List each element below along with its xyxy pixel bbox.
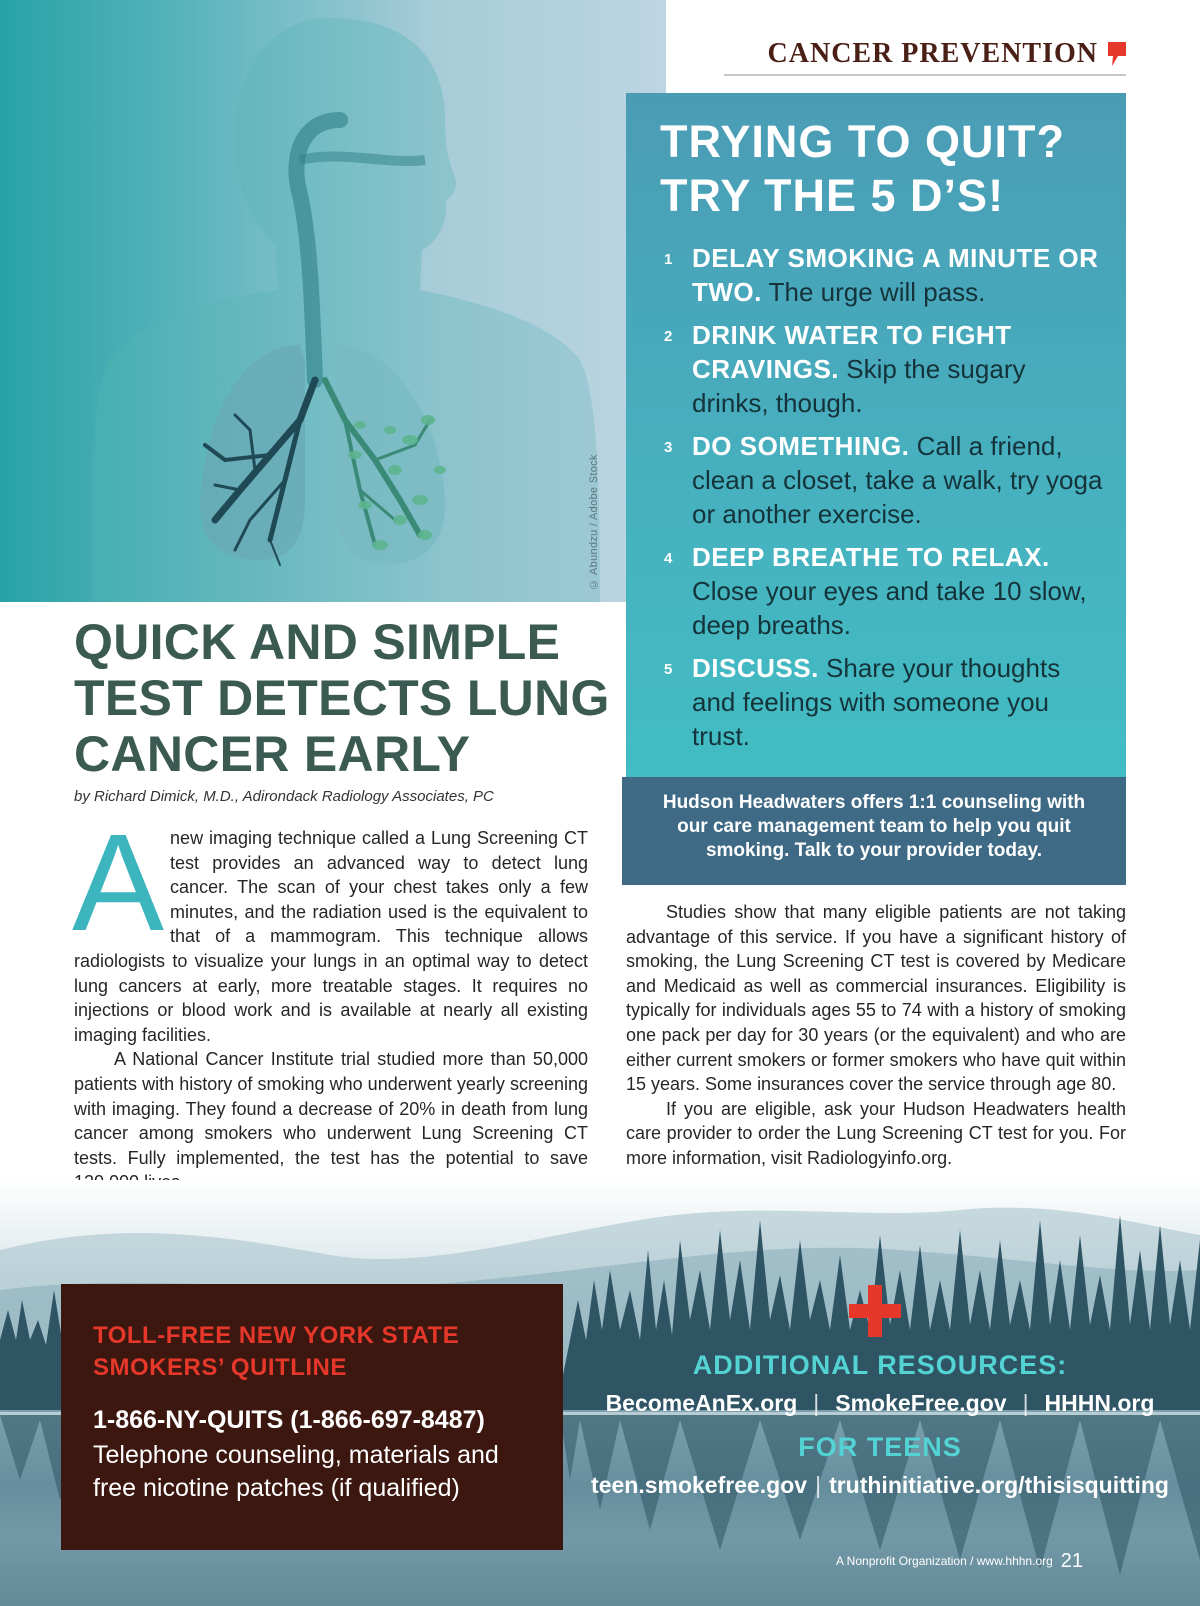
tip-heading: DISCUSS. bbox=[692, 653, 819, 683]
tip-number: 2 bbox=[664, 328, 673, 345]
tip-body: Skip the sugary drinks, though. bbox=[692, 354, 1026, 418]
tip-item bbox=[658, 429, 1106, 531]
teens-title: FOR TEENS bbox=[798, 1432, 962, 1462]
tip-body: Call a friend, clean a closet, take a walk, try yoga or another exercise. bbox=[692, 431, 1103, 529]
resource-link-teen-smokefree[interactable]: teen.smokefree.gov bbox=[591, 1472, 808, 1498]
tip-body: Close your eyes and take 10 slow, deep breaths. bbox=[692, 576, 1087, 640]
five-ds-box bbox=[626, 93, 1126, 778]
image-credit: © Abundzu / Adobe Stock bbox=[588, 454, 600, 590]
article-paragraph: A National Cancer Institute trial studied more than 50,000 patients with history of smoking who underwent yearly screening with imaging. They found a decrease of 20% in death from lung cancer among smokers who underwent Lung Screening CT tests. Fully implemented, the test has the potential to save bbox=[74, 1049, 588, 1168]
article-headline: QUICK AND SIMPLE TEST DETECTS LUNG CANCER EARLY bbox=[74, 614, 610, 782]
paragraph-text: new imaging technique called a Lung Screening CT test provides an advanced way to detect lung cancer. The scan of your chest takes only a few minutes, and the radiation used is the equivalent to that of a mammogram. This technique allows radiologists to visualize your lungs in an optimal way to detect lung cancers at early, more treatable stages. It requires no injections or blood work and is available at nearly all existing imaging facilities. bbox=[74, 828, 588, 1045]
resource-link-becomeanex[interactable]: BecomeAnEx.org bbox=[605, 1390, 798, 1416]
link-separator: | bbox=[813, 1390, 820, 1416]
article-paragraph bbox=[72, 806, 588, 1047]
quit-title-line-2: TRY THE 5 D’S! bbox=[660, 170, 1005, 221]
teen-resources-links bbox=[580, 1472, 1180, 1499]
article-column-right bbox=[626, 900, 1126, 1171]
quitline-box bbox=[61, 1284, 563, 1550]
tip-heading: DELAY SMOKING A MINUTE OR TWO. bbox=[692, 243, 1099, 307]
tip-body: Share your thoughts and feelings with someone you trust. bbox=[692, 653, 1061, 751]
drop-cap: A bbox=[72, 806, 165, 960]
resource-link-hhhn[interactable]: HHHN.org bbox=[1044, 1390, 1155, 1416]
human-silhouette-illustration bbox=[0, 0, 666, 602]
quitline-description bbox=[93, 1439, 563, 1505]
tip-number: 1 bbox=[664, 251, 673, 268]
quitline-desc-line-1: Telephone counseling, materials and bbox=[93, 1441, 499, 1469]
tip-body: The urge will pass. bbox=[768, 277, 986, 307]
quitline-phone[interactable]: 1-866-NY-QUITS (1-866-697-8487) bbox=[93, 1406, 485, 1434]
link-separator: | bbox=[1022, 1390, 1029, 1416]
section-header bbox=[724, 38, 1126, 76]
tip-number: 4 bbox=[664, 550, 673, 567]
quitline-title bbox=[93, 1320, 563, 1384]
article-column-left bbox=[72, 806, 588, 1195]
link-separator: | bbox=[815, 1472, 822, 1498]
tip-item bbox=[658, 241, 1106, 309]
tip-heading: DO SOMETHING. bbox=[692, 431, 910, 461]
section-label: CANCER PREVENTION bbox=[767, 38, 1098, 69]
resources-links bbox=[580, 1390, 1180, 1417]
tips-list bbox=[658, 241, 1106, 753]
counseling-note: Hudson Headwaters offers 1:1 counseling with our care management team to help you quit smoking. Talk to your provider today. bbox=[622, 777, 1126, 885]
page-footer bbox=[836, 1550, 1180, 1573]
quit-title-line-1: TRYING TO QUIT? bbox=[660, 116, 1065, 167]
red-cross-icon bbox=[849, 1285, 901, 1337]
quitline-desc-line-2: free nicotine patches (if qualified) bbox=[93, 1474, 460, 1502]
article-paragraph: If you are eligible, ask your Hudson Headwaters health care provider to order the Lung Screening CT test for you. For more information, visit Radiologyinfo.org. bbox=[626, 1098, 1126, 1168]
quit-box-title bbox=[660, 115, 1106, 223]
article-byline: by Richard Dimick, M.D., Adirondack Radiology Associates, PC bbox=[74, 788, 494, 805]
quitline-title-line-2: SMOKERS’ QUITLINE bbox=[93, 1354, 347, 1381]
resource-link-smokefree[interactable]: SmokeFree.gov bbox=[835, 1390, 1007, 1416]
flag-icon bbox=[1108, 42, 1126, 66]
article-paragraph: Studies show that many eligible patients are not taking advantage of this service. If you have a significant history of smoking, the Lung Screening CT test is covered by Medicare and Medicaid as well as commercial insurances. Eligibility is typically for individuals ages 55 to 74 with a history of smoking one pack per day for 30 years (or the equivalent) and who are either current smokers or former smokers who have quit within 15 years. Some insurances cover the service through age 80. bbox=[626, 902, 1126, 1095]
resource-link-truthinitiative[interactable]: truthinitiative.org/thisisquitting bbox=[829, 1472, 1169, 1498]
tip-item bbox=[658, 651, 1106, 753]
tip-item bbox=[658, 540, 1106, 642]
quitline-title-line-1: TOLL-FREE NEW YORK STATE bbox=[93, 1322, 460, 1349]
tip-number: 3 bbox=[664, 439, 673, 456]
footer-org: A Nonprofit Organization / www.hhhn.org bbox=[836, 1554, 1053, 1568]
tip-heading: DEEP BREATHE TO RELAX. bbox=[692, 542, 1050, 572]
tip-heading: DRINK WATER TO FIGHT CRAVINGS. bbox=[692, 320, 1012, 384]
tip-number: 5 bbox=[664, 661, 673, 678]
page-number: 21 bbox=[1060, 1550, 1084, 1572]
resources-title: ADDITIONAL RESOURCES: bbox=[692, 1350, 1068, 1380]
tip-item bbox=[658, 318, 1106, 420]
lung-illustration bbox=[0, 0, 666, 602]
